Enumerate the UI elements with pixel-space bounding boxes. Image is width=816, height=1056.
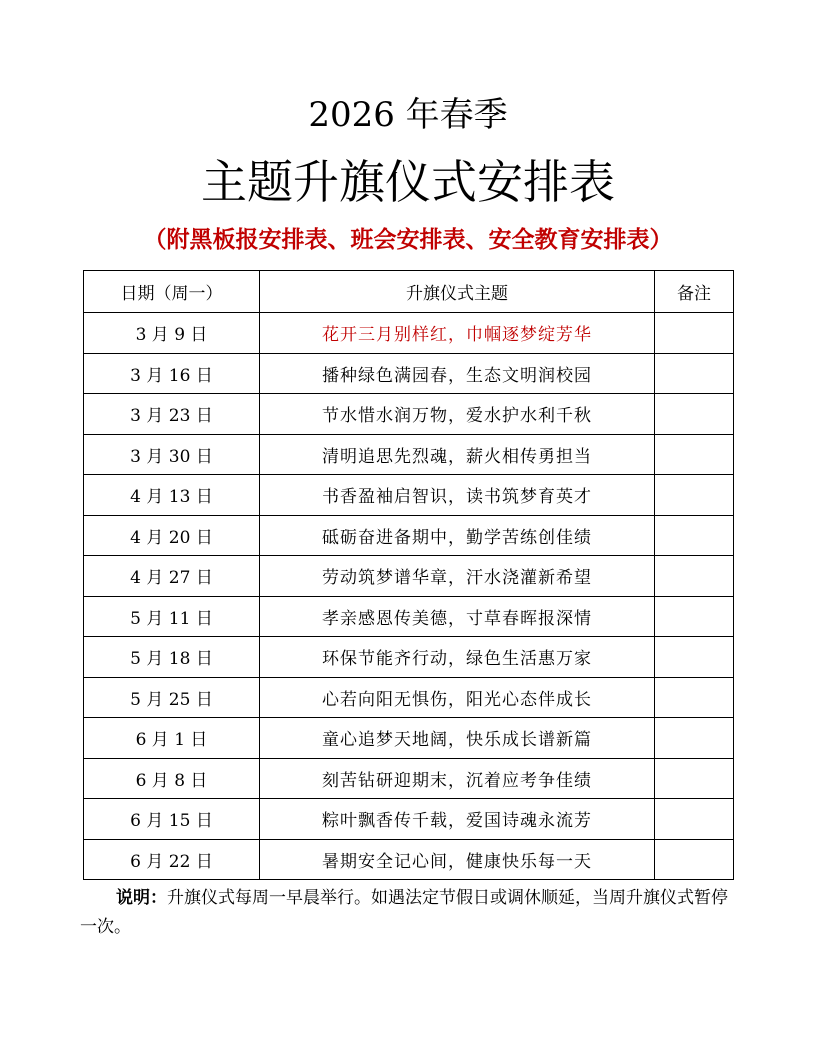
date-cell: 3 月 30 日 [84,434,260,475]
remarks-cell [655,394,734,435]
date-cell: 3 月 16 日 [84,353,260,394]
theme-cell: 劳动筑梦谱华章，汗水浇灌新希望 [260,556,655,597]
table-row [84,677,734,718]
theme-cell: 清明追思先烈魂，薪火相传勇担当 [260,434,655,475]
column-header-remarks: 备注 [655,271,734,313]
remarks-cell [655,434,734,475]
remarks-cell [655,353,734,394]
table-row [84,515,734,556]
table-row [84,758,734,799]
table-row [84,556,734,597]
date-cell: 6 月 1 日 [84,718,260,759]
remarks-cell [655,475,734,516]
column-header-theme: 升旗仪式主题 [260,271,655,313]
theme-cell: 暑期安全记心间，健康快乐每一天 [260,839,655,880]
date-cell: 6 月 22 日 [84,839,260,880]
date-cell: 5 月 25 日 [84,677,260,718]
footer-note-label: 说明： [116,888,167,908]
date-cell: 5 月 18 日 [84,637,260,678]
theme-cell: 童心追梦天地阔，快乐成长谱新篇 [260,718,655,759]
table-row [84,353,734,394]
footer-note [80,884,740,942]
date-cell: 4 月 20 日 [84,515,260,556]
table-row [84,718,734,759]
table-row [84,596,734,637]
theme-cell: 砥砺奋进备期中，勤学苦练创佳绩 [260,515,655,556]
date-cell: 6 月 15 日 [84,799,260,840]
subtitle-note: （附黑板报安排表、班会安排表、安全教育安排表） [143,226,673,253]
footer-note-text: 升旗仪式每周一早晨举行。如遇法定节假日或调休顺延，当周升旗仪式暂停一次。 [80,888,728,937]
table-row [84,434,734,475]
remarks-cell [655,758,734,799]
theme-cell: 心若向阳无惧伤，阳光心态伴成长 [260,677,655,718]
table-row [84,839,734,880]
remarks-cell [655,313,734,354]
table-row [84,394,734,435]
flag-ceremony-schedule-table [83,270,734,880]
date-cell: 4 月 27 日 [84,556,260,597]
remarks-cell [655,637,734,678]
theme-cell: 刻苦钻研迎期末，沉着应考争佳绩 [260,758,655,799]
theme-cell: 环保节能齐行动，绿色生活惠万家 [260,637,655,678]
theme-cell: 孝亲感恩传美德，寸草春晖报深情 [260,596,655,637]
date-cell: 3 月 23 日 [84,394,260,435]
remarks-cell [655,839,734,880]
theme-cell: 播种绿色满园春，生态文明润校园 [260,353,655,394]
remarks-cell [655,799,734,840]
remarks-cell [655,677,734,718]
column-header-date: 日期（周一） [84,271,260,313]
theme-cell: 花开三月别样红，巾帼逐梦绽芳华 [260,313,655,354]
date-cell: 3 月 9 日 [84,313,260,354]
table-row [84,313,734,354]
table-row [84,799,734,840]
year-season-heading: 2026 年春季 [308,95,508,135]
theme-cell: 节水惜水润万物，爱水护水利千秋 [260,394,655,435]
remarks-cell [655,556,734,597]
page-title: 主题升旗仪式安排表 [201,155,615,209]
table-header-row [84,271,734,313]
remarks-cell [655,596,734,637]
date-cell: 4 月 13 日 [84,475,260,516]
date-cell: 6 月 8 日 [84,758,260,799]
remarks-cell [655,515,734,556]
table-row [84,637,734,678]
theme-cell: 书香盈袖启智识，读书筑梦育英才 [260,475,655,516]
date-cell: 5 月 11 日 [84,596,260,637]
table-row [84,475,734,516]
theme-cell: 粽叶飘香传千载，爱国诗魂永流芳 [260,799,655,840]
remarks-cell [655,718,734,759]
